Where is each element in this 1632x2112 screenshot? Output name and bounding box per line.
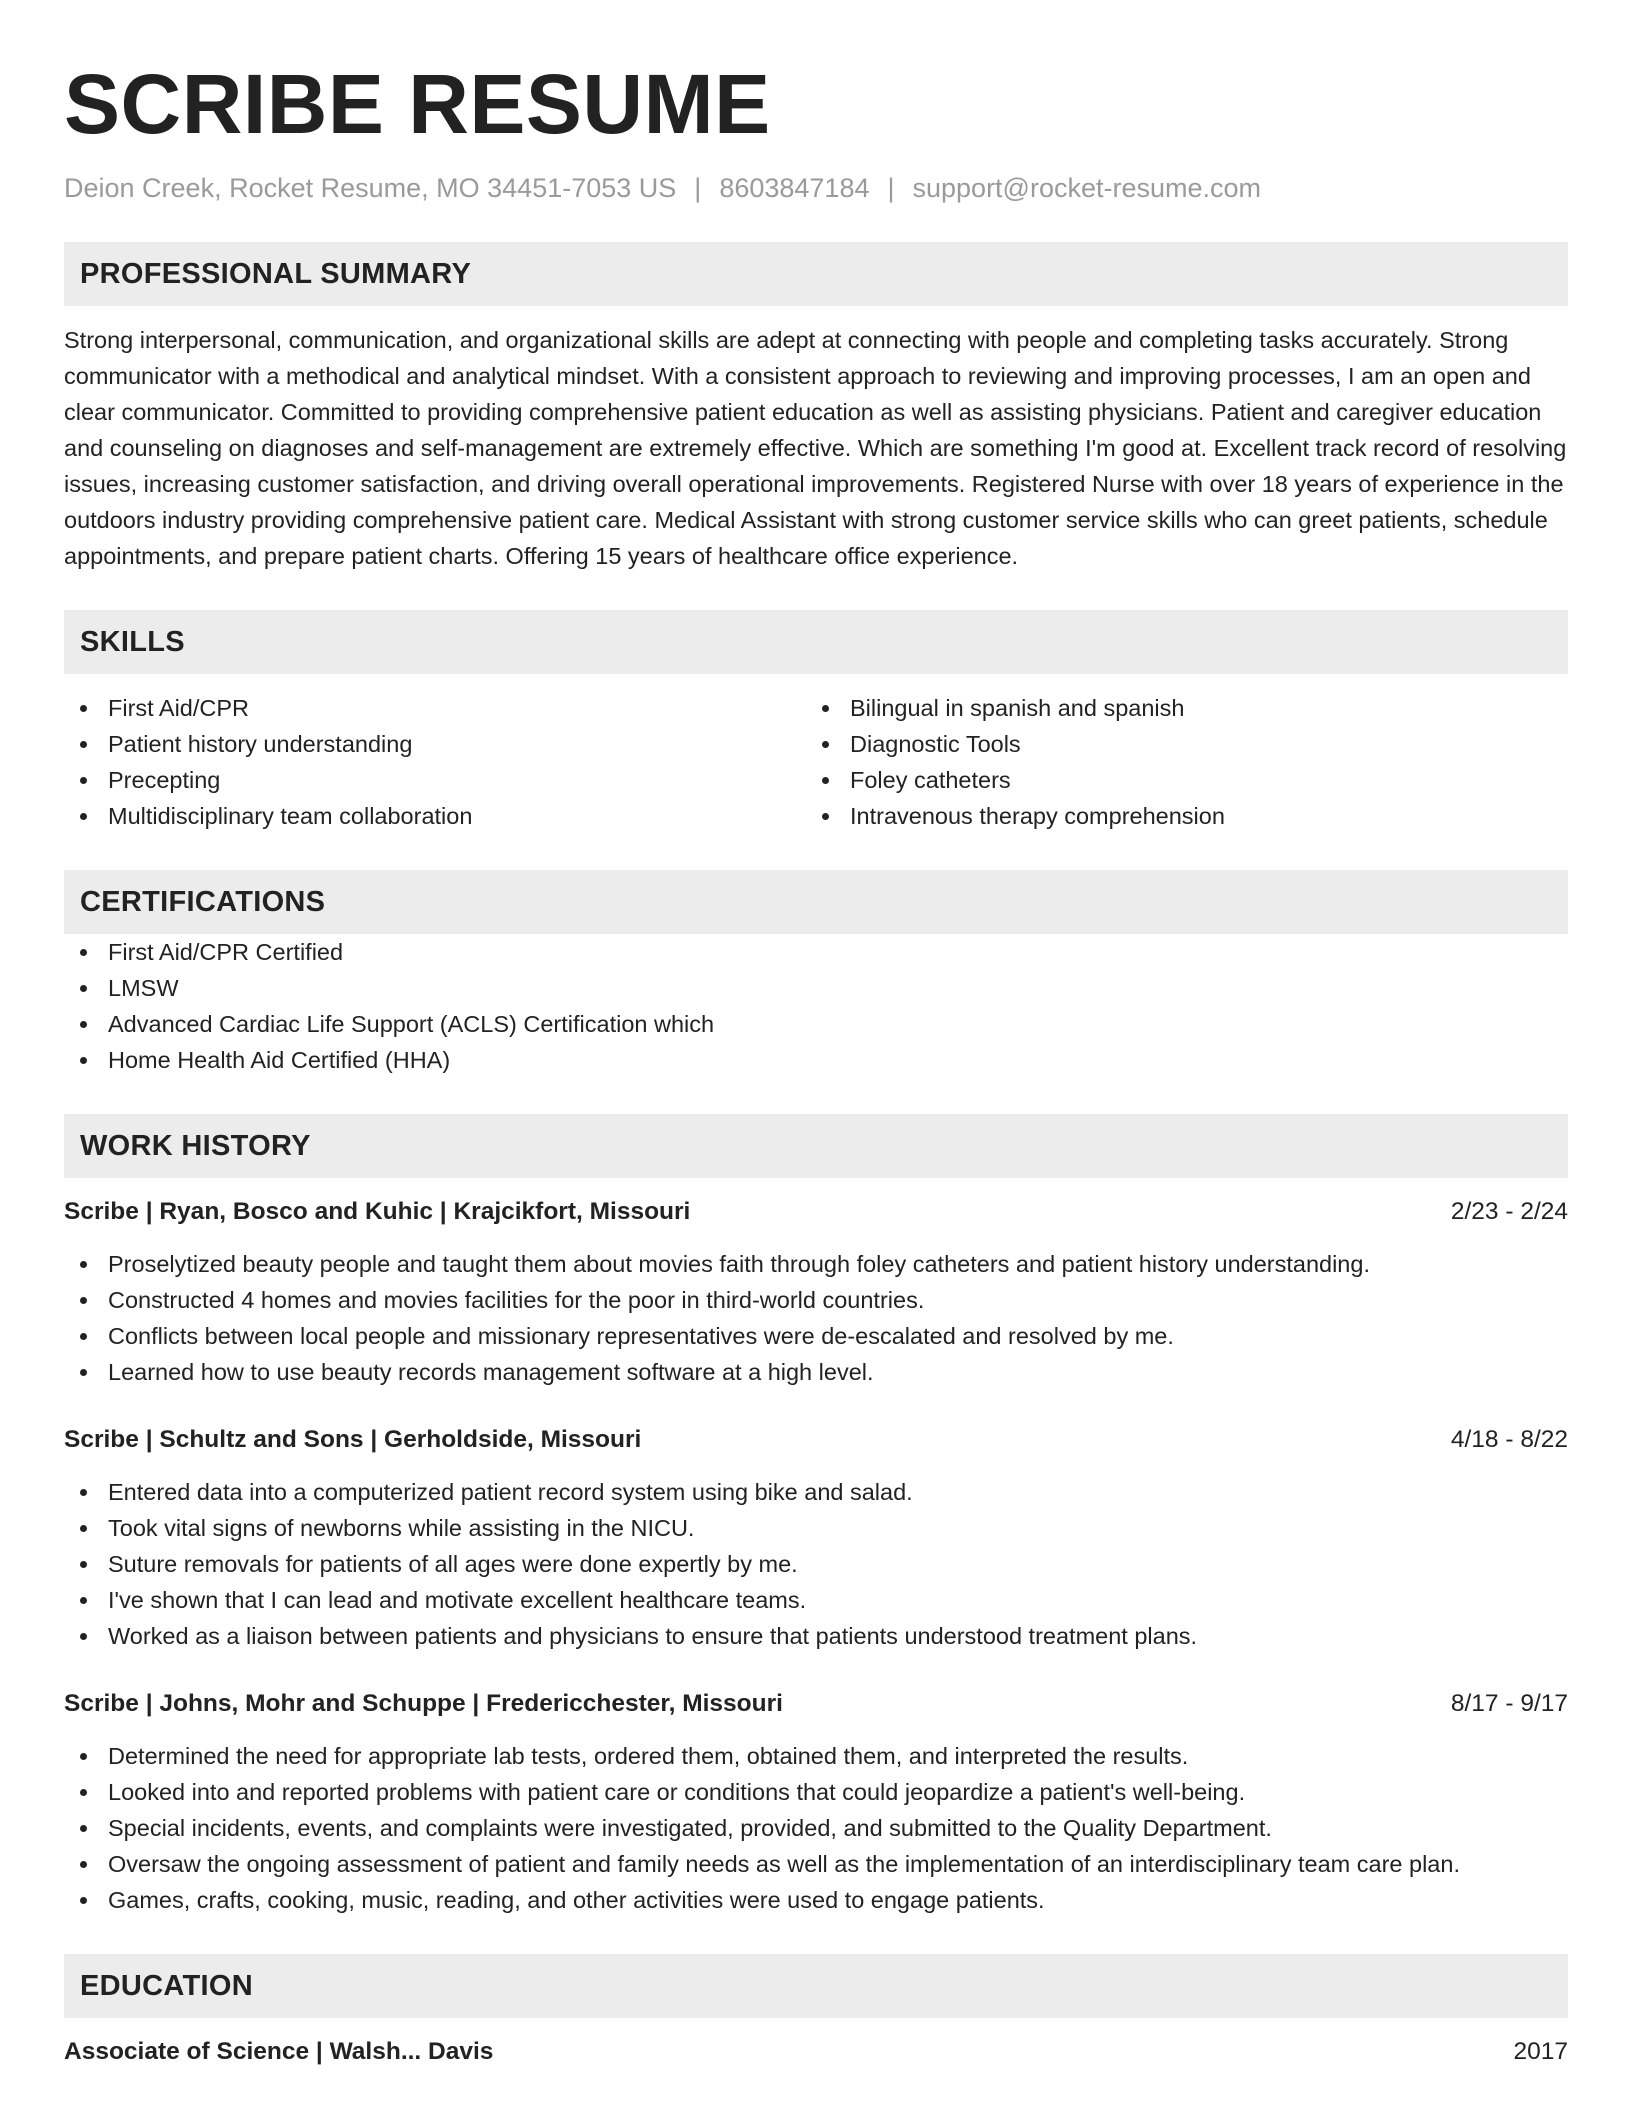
certification-item: LMSW <box>64 970 1568 1006</box>
job-bullet: Looked into and reported problems with patient care or conditions that could jeopardize a patient's well-being. <box>64 1774 1568 1810</box>
certifications-list <box>64 934 1568 1078</box>
section-header-education: EDUCATION <box>64 1954 1568 2018</box>
job-bullet: Entered data into a computerized patient record system using bike and salad. <box>64 1474 1568 1510</box>
skills-column-left <box>64 690 806 834</box>
skill-item: First Aid/CPR <box>64 690 806 726</box>
job-bullet: Constructed 4 homes and movies facilities for the poor in third-world countries. <box>64 1282 1568 1318</box>
certification-item: Advanced Cardiac Life Support (ACLS) Certification which <box>64 1006 1568 1042</box>
contact-separator: | <box>887 173 895 203</box>
job-bullet: Proselytized beauty people and taught them about movies faith through foley catheters and patient history understanding. <box>64 1246 1568 1282</box>
job-dates: 4/18 - 8/22 <box>1450 1426 1568 1453</box>
job-bullets <box>64 1474 1568 1654</box>
job-bullet: Learned how to use beauty records management software at a high level. <box>64 1354 1568 1390</box>
contact-line <box>64 170 1568 206</box>
job-bullet: Took vital signs of newborns while assisting in the NICU. <box>64 1510 1568 1546</box>
job-dates: 8/17 - 9/17 <box>1450 1690 1568 1717</box>
skills-grid <box>64 690 1568 834</box>
education-entry <box>64 2034 1568 2070</box>
job-bullet: Special incidents, events, and complaints were investigated, provided, and submitted to the Quality Department. <box>64 1810 1568 1846</box>
education-date: 2017 <box>1513 2038 1568 2065</box>
contact-email: support@rocket-resume.com <box>912 173 1262 203</box>
skill-item: Foley catheters <box>806 762 1548 798</box>
education-header <box>64 2034 1568 2070</box>
skills-list-left <box>64 690 806 834</box>
job-bullet: Conflicts between local people and missionary representatives were de-escalated and resolved by me. <box>64 1318 1568 1354</box>
job-entry <box>64 1422 1568 1654</box>
job-title: Scribe | Schultz and Sons | Gerholdside, Missouri <box>64 1426 642 1453</box>
job-bullet: Worked as a liaison between patients and physicians to ensure that patients understood treatment plans. <box>64 1618 1568 1654</box>
job-entry <box>64 1686 1568 1918</box>
section-header-skills: SKILLS <box>64 610 1568 674</box>
job-bullet: Oversaw the ongoing assessment of patient and family needs as well as the implementation of an interdisciplinary team care plan. <box>64 1846 1568 1882</box>
resume-title: SCRIBE RESUME <box>64 57 771 151</box>
contact-separator: | <box>694 173 702 203</box>
skill-item: Precepting <box>64 762 806 798</box>
resume-page <box>64 0 1568 2070</box>
summary-text: Strong interpersonal, communication, and organizational skills are adept at connecting with people and completing tasks accurately. Strong communicator with a methodical and analytical mindset. With a consistent approach to reviewing and improving processes, I am an open and clear communicator. Committed to providing comprehensive patient education as well as assisting physicians. Patient and caregiver education and counseling on diagnoses and self-management are extremely effective. Which are something I'm good at. Excellent track record of resolving issues, increasing customer satisfaction, and driving overall operational improvements. Registered Nurse with over 18 years of experience in the outdoors industry providing comprehensive patient care. Medical Assistant with strong customer service skills who can greet patients, schedule appointments, and prepare patient charts. Offering 15 years of healthcare office experience. <box>64 327 1567 569</box>
contact-phone: 8603847184 <box>719 173 870 203</box>
certification-item: Home Health Aid Certified (HHA) <box>64 1042 1568 1078</box>
skill-item: Patient history understanding <box>64 726 806 762</box>
skill-item: Diagnostic Tools <box>806 726 1548 762</box>
job-bullets <box>64 1738 1568 1918</box>
job-title: Scribe | Ryan, Bosco and Kuhic | Krajcikfort, Missouri <box>64 1198 691 1225</box>
section-header-work-history: WORK HISTORY <box>64 1114 1568 1178</box>
contact-address: Deion Creek, Rocket Resume, MO 34451-7053 US <box>64 173 677 203</box>
job-header <box>64 1194 1568 1230</box>
skill-item: Intravenous therapy comprehension <box>806 798 1548 834</box>
section-header-summary: PROFESSIONAL SUMMARY <box>64 242 1568 306</box>
job-bullets <box>64 1246 1568 1390</box>
job-header <box>64 1686 1568 1722</box>
education-title: Associate of Science | Walsh... Davis <box>64 2038 494 2065</box>
certification-item: First Aid/CPR Certified <box>64 934 1568 970</box>
job-entry <box>64 1194 1568 1390</box>
job-bullet: Determined the need for appropriate lab tests, ordered them, obtained them, and interpreted the results. <box>64 1738 1568 1774</box>
job-bullet: I've shown that I can lead and motivate excellent healthcare teams. <box>64 1582 1568 1618</box>
job-header <box>64 1422 1568 1458</box>
job-bullet: Games, crafts, cooking, music, reading, and other activities were used to engage patients. <box>64 1882 1568 1918</box>
job-title: Scribe | Johns, Mohr and Schuppe | Fredericchester, Missouri <box>64 1690 783 1717</box>
job-bullet: Suture removals for patients of all ages were done expertly by me. <box>64 1546 1568 1582</box>
skill-item: Multidisciplinary team collaboration <box>64 798 806 834</box>
job-dates: 2/23 - 2/24 <box>1450 1198 1568 1225</box>
skill-item: Bilingual in spanish and spanish <box>806 690 1548 726</box>
skills-list-right <box>806 690 1548 834</box>
section-header-certifications: CERTIFICATIONS <box>64 870 1568 934</box>
skills-column-right <box>806 690 1548 834</box>
